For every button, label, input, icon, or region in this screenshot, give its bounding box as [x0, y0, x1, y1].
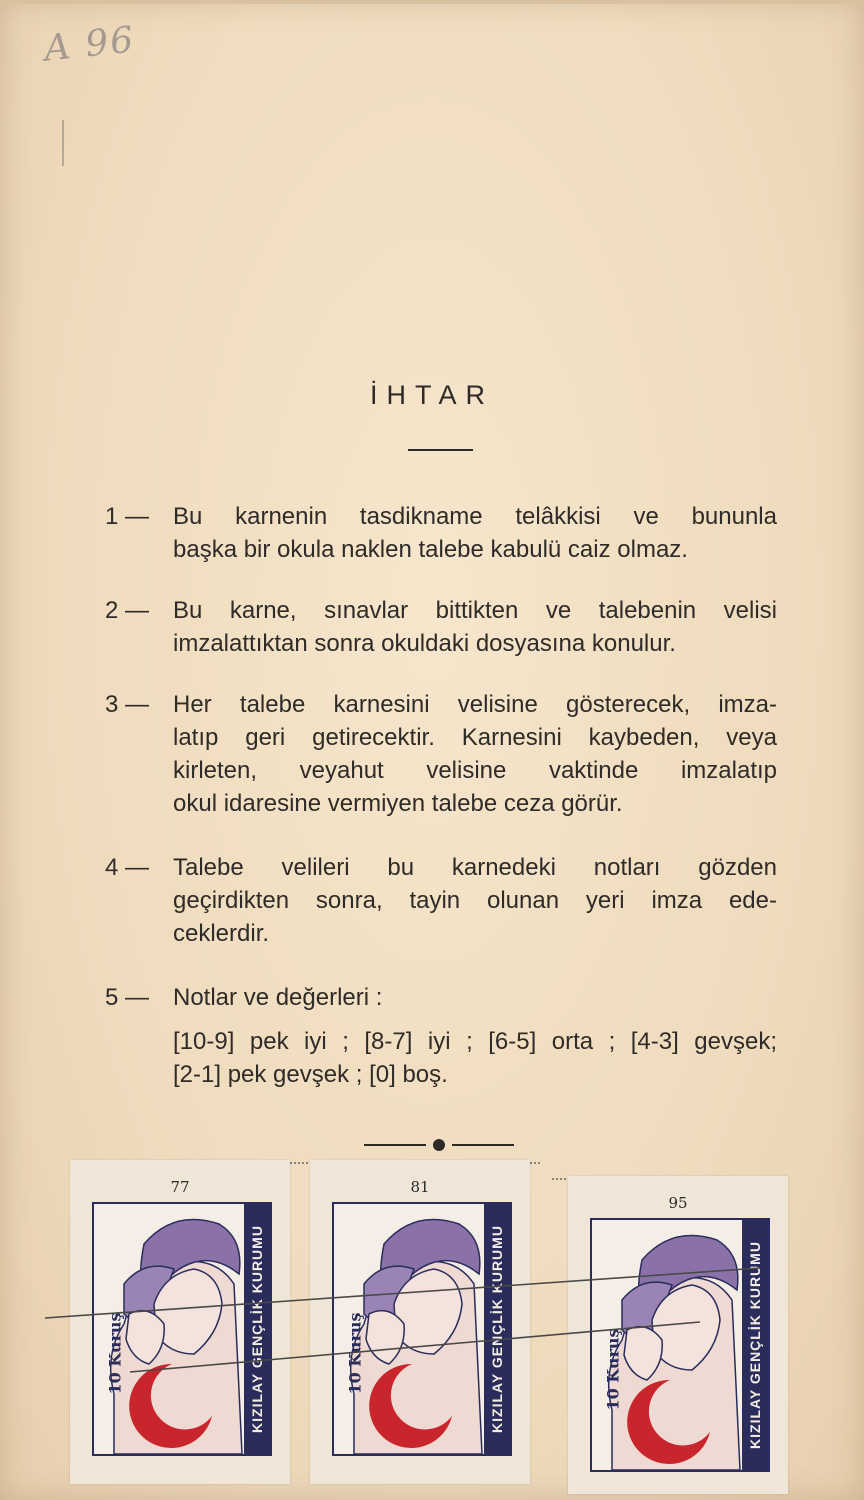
item-line: Her talebe karnesini velisine gösterecek, imza- — [173, 691, 777, 718]
stamp-number: 81 — [410, 1178, 430, 1196]
stamp-org-label: KIZILAY GENÇLİK KURUMU — [747, 1241, 763, 1449]
stamp-value: 10 Kuruş — [603, 1328, 623, 1411]
item-line: Talebe velileri bu karnedeki notları gözden — [173, 854, 777, 881]
grades-line: [10-9] pek iyi ; [8-7] iyi ; [6-5] orta ; [4-3] gevşek; — [173, 1028, 777, 1055]
stamp-org-label: KIZILAY GENÇLİK KURUMU — [489, 1225, 505, 1433]
stamp-number: 95 — [668, 1194, 688, 1212]
item-line: okul idaresine vermiyen talebe ceza görür. — [173, 790, 623, 817]
item-line: kirleten, veyahut velisine vaktinde imzalatıp — [173, 757, 777, 784]
item-number: 3 — — [105, 691, 150, 718]
pen-stroke — [45, 1268, 760, 1318]
stamp-org-label: KIZILAY GENÇLİK KURUMU — [249, 1225, 265, 1433]
item-line: Notlar ve değerleri : — [173, 984, 383, 1011]
stamp-number: 77 — [170, 1178, 190, 1196]
item-line: başka bir okula naklen talebe kabulü caiz olmaz. — [173, 536, 688, 563]
item-number: 1 — — [105, 503, 150, 530]
item-line: geçirdikten sonra, tayin olunan yeri imza ede- — [173, 887, 777, 914]
item-number: 2 — — [105, 597, 150, 624]
item-line: Bu karne, sınavlar bittikten ve talebenin velisi — [173, 597, 777, 624]
item-number: 4 — — [105, 854, 150, 881]
item-number: 5 — — [105, 984, 150, 1011]
stamp-value: 10 Kuruş — [105, 1312, 125, 1395]
pencil-annotation: A 96 — [42, 19, 138, 70]
item-line: imzalattıktan sonra okuldaki dosyasına konulur. — [173, 630, 676, 657]
page-title: İHTAR — [370, 380, 494, 410]
item-line: Bu karnenin tasdikname telâkkisi ve bununla — [173, 503, 777, 530]
stamp-value: 10 Kuruş — [345, 1312, 365, 1395]
grades-line: [2-1] pek gevşek ; [0] boş. — [173, 1061, 448, 1088]
pen-stroke — [130, 1322, 700, 1372]
item-line: ceklerdir. — [173, 920, 270, 947]
item-line: latıp geri getirecektir. Karnesini kaybeden, veya — [173, 724, 777, 751]
